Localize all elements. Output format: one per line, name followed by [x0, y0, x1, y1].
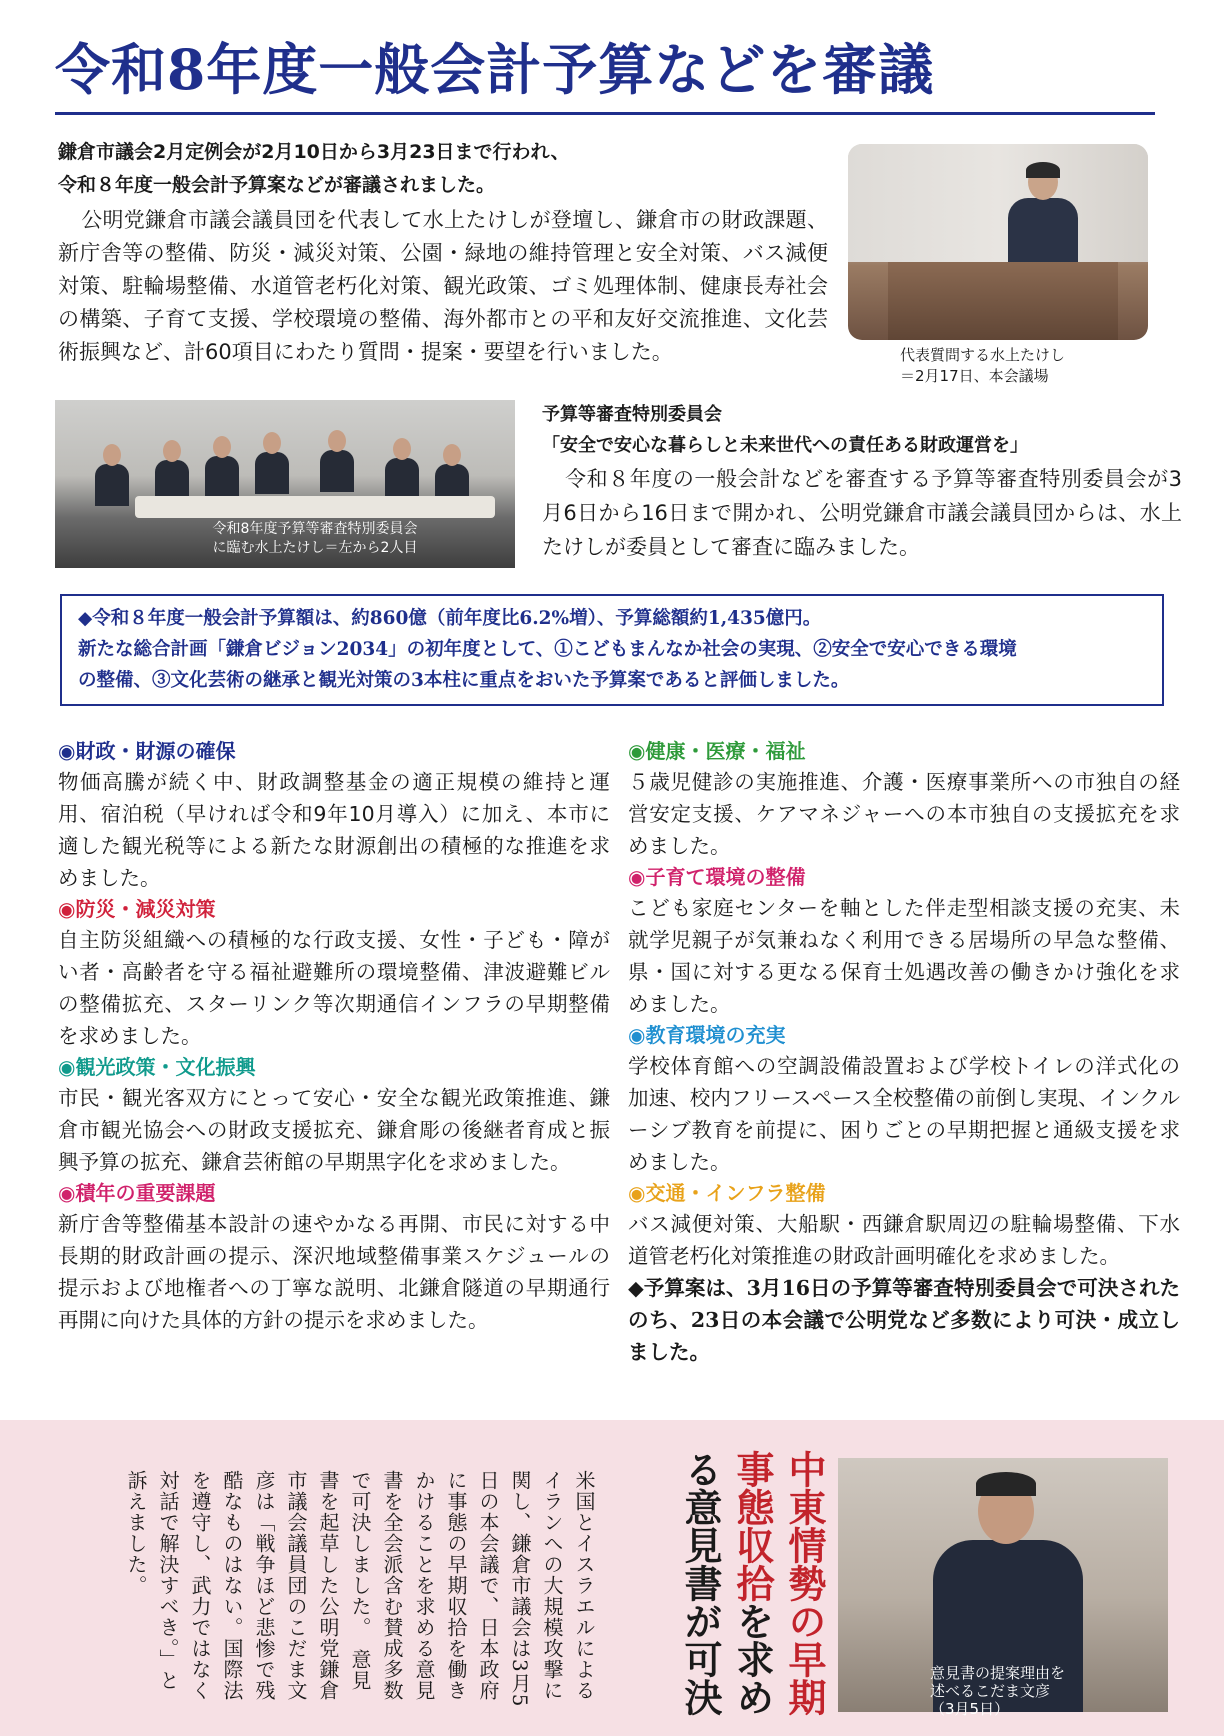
section-body: こども家庭センターを軸とした伴走型相談支援の充実、未就学児親子が気兼ねなく利用できる居場所の早急な整備、県・国に対する更なる保育士処遇改善の働きかけ強化を求めました。 — [628, 896, 1180, 1016]
conference-table — [135, 496, 495, 518]
intro-paragraph: 公明党鎌倉市議会議員団を代表して水上たけしが登壇し、鎌倉市の財政課題、新庁舎等の整備、防災・減災対策、公園・緑地の維持管理と安全対策、バス減便対策、駐輪場整備、水道管老朽化対策、観光政策、ゴミ処理体制、健康長寿社会の構築、子育て支援、学校環境の整備、海外都市との平和友好交流推進、文化芸術振興など、計60項目にわたり質問・提案・要望を行いました。 — [58, 208, 828, 364]
section-heading: ◉健康・医療・福祉 — [628, 739, 806, 763]
section-heading: ◉積年の重要課題 — [58, 1181, 216, 1205]
section-body: 市民・観光客双方にとって安心・安全な観光政策推進、鎌倉市観光協会への財政支援拡充、鎌倉彫の後継者育成と振興予算の拡充、鎌倉芸術館の早期黒字化を求めました。 — [58, 1086, 610, 1174]
lead-line: 令和８年度一般会計予算案などが審議されました。 — [58, 174, 496, 196]
speaker-hair — [976, 1472, 1036, 1496]
caption-line: 代表質問する水上たけし — [900, 346, 1066, 364]
section-heading: ◉教育環境の充実 — [628, 1023, 786, 1047]
committee-body: 令和８年度の一般会計などを審査する予算等審査特別委員会が3月6日から16日まで開かれ、公明党鎌倉市議会議員団からは、水上たけしが委員として審査に臨みました。 — [542, 467, 1182, 559]
lead-text — [58, 136, 828, 202]
speech-photo-caption — [900, 345, 1140, 387]
section-body: 学校体育館への空調設備設置および学校トイレの洋式化の加速、校内フリースペース全校整備の前倒し実現、インクルーシブ教育を前提に、困りごとの早期把握と通級支援を求めました。 — [628, 1054, 1180, 1174]
section-heading: ◉子育て環境の整備 — [628, 865, 806, 889]
budget-summary-box — [60, 594, 1164, 706]
section-heading: ◉防災・減災対策 — [58, 897, 216, 921]
caption-line: 述べるこだま文彦 — [930, 1682, 1051, 1700]
closing-statement: ◆予算案は、3月16日の予算等審査特別委員会で可決されたのち、23日の本会議で公明党など多数により可決・成立しました。 — [628, 1276, 1180, 1364]
section-longstanding-issues — [58, 1178, 610, 1336]
section-childcare — [628, 862, 1180, 1020]
speaker-hair — [1026, 162, 1060, 178]
resolution-photo-caption — [930, 1664, 1090, 1718]
committee-title: 予算等審査特別委員会 — [542, 404, 722, 425]
caption-line: に臨む水上たけし＝左から2人目 — [212, 540, 418, 556]
page-title: 令和8年度一般会計予算などを審議 — [55, 37, 935, 102]
section-body: バス減便対策、大船駅・西鎌倉駅周辺の駐輪場整備、下水道管老朽化対策推進の財政計画明確化を求めました。 — [628, 1212, 1180, 1268]
committee-photo-caption — [165, 520, 465, 558]
podium — [888, 262, 1118, 340]
committee-member — [155, 440, 189, 502]
speaker-figure — [998, 164, 1088, 274]
committee-member — [95, 444, 129, 506]
committee-section — [542, 400, 1182, 564]
section-heading: ◉観光政策・文化振興 — [58, 1055, 256, 1079]
committee-subtitle: 「安全で安心な暮らしと未来世代への責任ある財政運営を」 — [542, 435, 1028, 456]
mideast-heading-black: を求める意見書が可決 — [678, 1450, 775, 1716]
section-body: 新庁舎等整備基本設計の速やかなる再開、市民に対する中長期的財政計画の提示、深沢地域整備事業スケジュールの提示および地権者への丁寧な説明、北鎌倉隧道の早期通行再開に向けた具体的方針の提示を求めました。 — [58, 1212, 610, 1332]
caption-line: 意見書の提案理由を — [930, 1664, 1066, 1682]
committee-member — [320, 430, 354, 492]
committee-member — [385, 438, 419, 500]
mideast-body: 米国とイスラエルによるイランへの大規模攻撃に関し、鎌倉市議会は3月5日の本会議で、日本政府に事態の早期収拾を働きかけることを求める意見書を全会派含む賛成多数で可決しました。 意見書を起草した公明党鎌倉市議会議員団のこだま文彦は「戦争ほど悲惨で残酷なものはない。国際法を遵守し、武力ではなく対話で解決すべき。」と訴えました。 — [124, 1470, 596, 1708]
title-underline — [55, 112, 1155, 115]
section-body: 自主防災組織への積極的な行政支援、女性・子ども・障がい者・高齢者を守る福祉避難所の環境整備、津波避難ビルの整備拡充、スターリンク等次期通信インフラの早期整備を求めました。 — [58, 928, 610, 1048]
caption-line: 令和8年度予算等審査特別委員会 — [212, 521, 418, 537]
left-column — [58, 736, 610, 1336]
lead-line: 鎌倉市議会2月定例会が2月10日から3月23日まで行われ、 — [58, 141, 570, 163]
section-infrastructure — [628, 1178, 1180, 1272]
summary-line: ◆令和８年度一般会計予算額は、約860億（前年度比6.2%増）、予算総額約1,435億円。 — [78, 608, 822, 629]
caption-line: （3月5日） — [930, 1700, 1010, 1718]
section-finance — [58, 736, 610, 894]
section-body: ５歳児健診の実施推進、介護・医療事業所への市独自の経営安定支援、ケアマネジャーへの本市独自の支援拡充を求めました。 — [628, 770, 1180, 858]
summary-line: の整備、③文化芸術の継承と観光対策の3本柱に重点をおいた予算案であると評価しました。 — [78, 670, 850, 691]
section-heading: ◉交通・インフラ整備 — [628, 1181, 826, 1205]
committee-member — [255, 432, 289, 494]
section-body: 物価高騰が続く中、財政調整基金の適正規模の維持と運用、宿泊税（早ければ令和9年10月導入）に加え、本市に適した観光税等による新たな財源創出の積極的な推進を求めました。 — [58, 770, 610, 890]
section-health — [628, 736, 1180, 862]
speech-photo — [848, 144, 1148, 340]
summary-line: 新たな総合計画「鎌倉ビジョン2034」の初年度として、①こどもまんなか社会の実現、②安全で安心できる環境 — [78, 639, 1017, 660]
section-disaster — [58, 894, 610, 1052]
mideast-heading-red: 中東情勢の早期事態収拾 — [730, 1450, 827, 1716]
section-tourism — [58, 1052, 610, 1178]
mideast-heading — [630, 1450, 830, 1725]
section-heading: ◉財政・財源の確保 — [58, 739, 236, 763]
committee-member — [205, 436, 239, 498]
right-column — [628, 736, 1180, 1368]
caption-line: ＝2月17日、本会議場 — [900, 367, 1049, 385]
section-education — [628, 1020, 1180, 1178]
